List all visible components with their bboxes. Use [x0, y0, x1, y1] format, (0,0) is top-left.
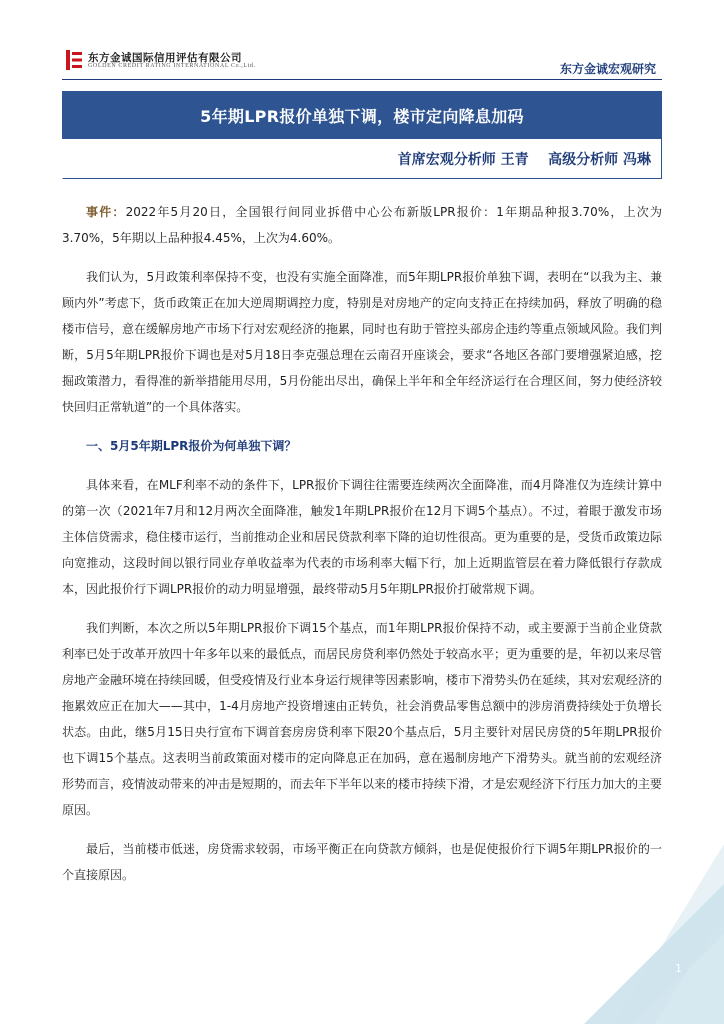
body-paragraph-3: 我们判断，本次之所以5年期LPR报价下调15个基点，而1年期LPR报价保持不动，或主要源于当前企业贷款利率已处于改革开放四十年多年以来的最低点，而居民房贷利率仍然处于较高水平；更为重要的是，年初以来尽管房地产金融环境在持续回暖，但受疫情及行业本身运行规律等因素影响，楼市下滑势头仍在延续，其对宏观经济的拖累效应正在加大——其中，1-4月房地产投资增速由正转负，社会消费品零售总额中的涉房消费持续处于负增长状态。由此，继5月15日央行宣布下调首套房房贷利率下限20个基点后，5月主要针对居民房贷的5年期LPR报价也下调15个基点。这表明当前政策面对楼市的定向降息正在加码，意在遏制房地产下滑势头。就当前的宏观经济形势而言，疫情波动带来的冲击是短期的，而去年下半年以来的楼市持续下滑，才是宏观经济下行压力加大的主要原因。 — [62, 621, 663, 817]
event-label: 事件： — [86, 205, 126, 219]
event-paragraph — [62, 199, 662, 251]
company-name-cn: 东方金诚国际信用评估有限公司 — [88, 52, 242, 64]
report-title-banner — [62, 91, 662, 139]
company-logo-icon — [66, 50, 82, 70]
author-box — [62, 139, 662, 179]
body-paragraph-4: 最后，当前楼市低迷，房贷需求较弱，市场平衡正在向贷款方倾斜，也是促使报价行下调5年期LPR报价的一个直接原因。 — [62, 842, 662, 882]
body-paragraph-2: 具体来看，在MLF利率不动的条件下，LPR报价下调往往需要连续两次全面降准，而4月降准仅为连续计算中的第一次（2021年7月和12月两次全面降准，触发1年期LPR报价在12月下调5个基点）。不过，着眼于激发市场主体信贷需求，稳住楼市运行，当前推动企业和居民贷款利率下降的迫切性很高。更为重要的是，受货币政策边际向宽推动，这段时间以银行同业存单收益率为代表的市场利率大幅下行，加上近期监管层在着力降低银行存款成本，因此报价行下调LPR报价的动力明显增强，最终带动5月5年期LPR报价打破常规下调。 — [62, 478, 663, 596]
corner-decoration — [524, 824, 724, 1024]
report-body — [62, 199, 662, 901]
event-text: 2022年5月20日，全国银行间同业拆借中心公布新版LPR报价：1年期品种报3.70%，上次为3.70%，5年期以上品种报4.45%，上次为4.60%。 — [62, 205, 662, 245]
page-number: 1 — [675, 962, 682, 975]
header-divider — [62, 79, 662, 80]
body-paragraph-1: 我们认为，5月政策利率保持不变，也没有实施全面降准，而5年期LPR报价单独下调，表明在“以我为主、兼顾内外”考虑下，货币政策正在加大逆周期调控力度，特别是对房地产的定向支持正在持续加码，释放了明确的稳楼市信号，意在缓解房地产市场下行对宏观经济的拖累，同时也有助于管控头部房企违约等重点领域风险。我们判断，5月5年期LPR报价下调也是对5月18日李克强总理在云南召开座谈会，要求“各地区各部门要增强紧迫感，挖掘政策潜力，看得准的新举措能用尽用，5月份能出尽出，确保上半年和全年经济运行在合理区间，努力使经济较快回归正常轨道”的一个具体落实。 — [62, 270, 663, 414]
report-title: 5年期LPR报价单独下调，楼市定向降息加码 — [200, 106, 524, 126]
page-header — [0, 0, 724, 90]
report-series-label: 东方金诚宏观研究 — [559, 62, 656, 76]
authors-line: 首席宏观分析师 王青 高级分析师 冯琳 — [397, 152, 651, 168]
company-name-en: GOLDEN CREDIT RATING INTERNATIONAL Co.,Ltd. — [88, 63, 256, 69]
section-heading-1: 一、5月5年期LPR报价为何单独下调？ — [86, 439, 297, 453]
